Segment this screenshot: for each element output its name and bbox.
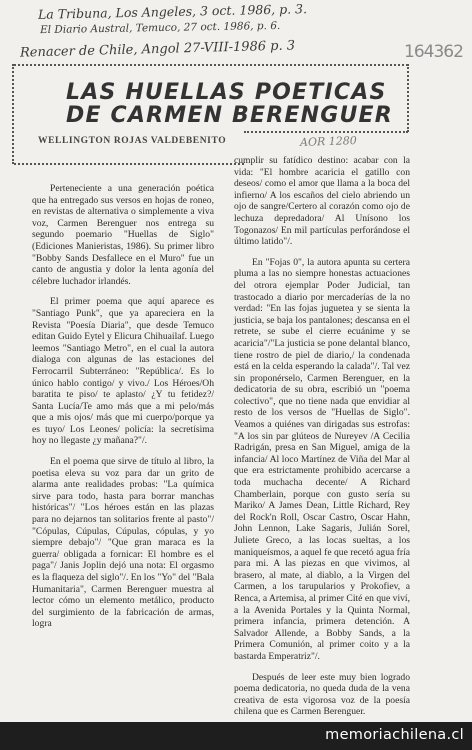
title-frame-bottom-border xyxy=(14,163,244,165)
article-title-line-2: DE CARMEN BERENGUER xyxy=(66,103,393,128)
paragraph: cumplir su fatídico destino: acabar con la vida: "El hombre acaricia el gatillo con deseos/ como el amor que llama a la boca del infierno/ A los escaños del cielo abriendo un ojo de sangre/Certero al corazón como ojo de lechuza depredadora/ Al Unísono los Togonazos/ En mil partículas perforándose el último latido"/. xyxy=(234,155,410,248)
title-frame-left-border xyxy=(12,64,14,164)
handwritten-citation-1: La Tribuna, Los Angeles, 3 oct. 1986, p. 3. xyxy=(37,1,308,22)
article-byline: WELLINGTON ROJAS VALDEBENITO xyxy=(38,136,227,146)
shelf-mark: AOR 1280 xyxy=(299,134,357,149)
watermark-logo: memoriachilena.cl xyxy=(325,727,464,743)
title-frame-bottom-border-right xyxy=(244,131,408,133)
article-right-column xyxy=(234,155,410,727)
article-left-column xyxy=(32,183,214,639)
paragraph: En "Fojas 0", la autora apunta su certera pluma a las no siempre honestas actuaciones del otrora ejemplar Poder Judicial, tan trastocado a diario por mercaderías de la no verdad: "En las fojas juguetea y se sienta la justicia, se baja los pantalones; descansa en el retrete, se sube el cierre ecuánime y se acaricia"/"La justicia se pone delantal blanco, tiene rostro de piel de diario,/ la condenada está en la celda esperando la calada"/. Tal vez sin proponérselo, Carmen Berenguer, en la dedicatoria de su obra, escribió un "poema colectivo", que no tiene nada que envidiar al resto de los versos de "Huellas de Siglo". Veamos a quiénes van dirigadas sus estrofas: "A los sin par glúteos de Nureyev /A Cecilia Radrigán, presa en San Miguel, amiga de la infancia/ Al loco Martínez de Viña del Mar al que era estrictamente prohibido acercarse a toda muchacha decente/ A Richard Chamberlain, porque con gusto sería su Mariko/ A James Dean, Little Richard, Rey del Rock'n Roll, Oscar Castro, Oscar Hahn, John Lennon, Lake Sagaris, Julián Sorel, Juliete Greco, a las locas sueltas, a los maniqueísmos, a aquel fe que recetó agua fría para mi. A las piezas en que vivimos, al brasero, al mate, al diablo, a la Virgen del Carmen, a los tarupularios y Prokofiev, a Renca, a Artemisa, al primer Cité en que viví, a la Avenida Portales y la Quinta Normal, primera infancia, primera detención. A Salvador Allende, a Bobby Sands, a la Primera Comunión, al primer coito y a la bastarda Emperatriz"/. xyxy=(234,256,410,662)
article-title-line-1: LAS HUELLAS POETICAS xyxy=(66,80,387,105)
paragraph: Perteneciente a una generación poética que ha entregado sus versos en hojas de roneo, en revistas de alternativa o simplemente a viva voz, Carmen Berenguer nos entrega su segundo poemario "Huellas de Siglo" (Ediciones Manieristas, 1986). Su primer libro "Bobby Sands Desfallece en el Muro" fue un canto de angustia y dolor la lenta agonía del célebre luchador irlandés. xyxy=(32,183,214,287)
title-frame-top-border xyxy=(14,64,408,66)
paragraph: Después de leer este muy bien logrado poema dedicatoria, no queda duda de la vena creativa de esta vigorosa voz de la poesía chilena que es Carmen Berenguer. xyxy=(234,671,410,718)
paragraph: En el poema que sirve de título al libro, la poetisa eleva su voz para dar un grito de alarma ante realidades probas: "La química sirve para todo, hasta para borrar manchas históricas"/ "Los héroes están en las plazas para no dejarnos tan solitarios frente al pasto"/ "Cópulas, Cúpulas, Cúpulas, cópulas, y yo siempre debajo"/ "Que gran maraca es la guerra/ obligada a fornicar: El hombre es el paga"/ Janis Joplin dejó una nota: El orgasmo es la flaqueza del siglo"/. En los "Yo" del "Bala Humanitaria", Carmen Berenguer muestra al lector cómo un elemento metálico, producto del surgimiento de la fabricación de armas, logra xyxy=(32,456,215,630)
paragraph: El primer poema que aquí aparece es "Santiago Punk", que ya apareciera en la Revista "Poesía Diaria", que desde Temuco editan Guido Eytel y Elicura Chihuailaf. Luego leemos "Santiago Metro", en el cual la autora dialoga con algunas de las estaciones del Ferrocarril Subterráneo: "República/. Es lo único hablo contigo/ y vivo./ Los Héroes/Oh baratita te piso/ te aplasto/ ¿Y tu fetidez?/ Santa Lucía/Te amo más que a mi pelo/más que a mis ojos/ más que mi cuerpo/porque ya es tuyo/ Los Leones/ policía: la secretísima hoy no llegaste ¿y mañana?"/. xyxy=(32,296,214,447)
catalog-number: 164362 xyxy=(404,42,463,62)
handwritten-citation-3: Renacer de Chile, Angol 27-VIII-1986 p. 3 xyxy=(19,38,296,61)
handwritten-citation-2: El Diario Austral, Temuco, 27 oct. 1986, p. 6. xyxy=(39,19,281,37)
